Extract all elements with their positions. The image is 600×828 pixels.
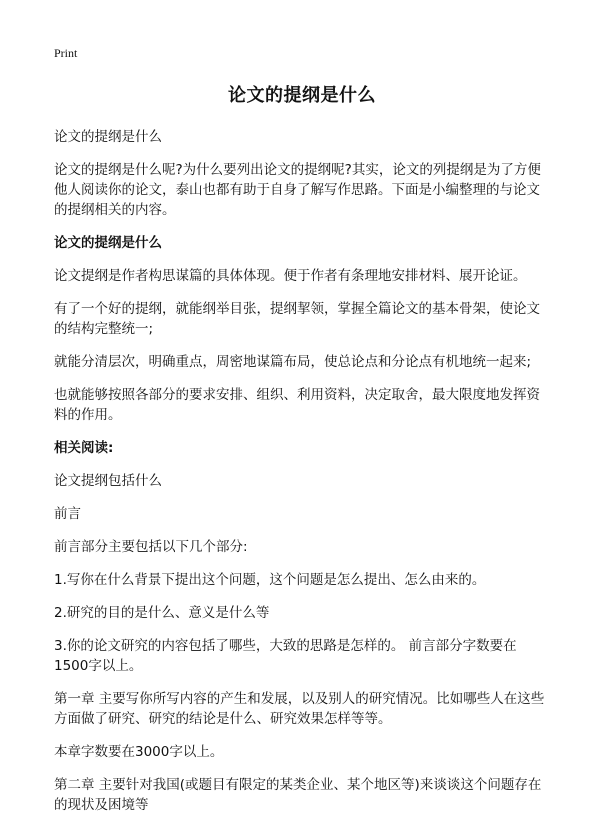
paragraph: 有了一个好的提纲，就能纲举目张，提纲挈领，掌握全篇论文的基本骨架，使论文的结构完整统一; xyxy=(54,301,540,337)
paragraph: 也就能够按照各部分的要求安排、组织、利用资料，决定取舍，最大限度地发挥资料的作用。 xyxy=(54,387,540,423)
document-title: 论文的提纲是什么 xyxy=(228,85,376,106)
paragraph: 就能分清层次，明确重点，周密地谋篇布局，使总论点和分论点有机地统一起来; xyxy=(54,354,532,370)
paragraph: 论文的提纲是什么 xyxy=(54,129,162,145)
paragraph: 前言 xyxy=(54,506,81,522)
paragraph: 论文提纲是作者构思谋篇的具体体现。便于作者有条理地安排材料、展开论证。 xyxy=(54,268,527,284)
print-label: Print xyxy=(54,46,78,60)
paragraph: 2.研究的目的是什么、意义是什么等 xyxy=(54,605,270,621)
section-heading: 论文的提纲是什么 xyxy=(54,235,162,251)
paragraph: 3.你的论文研究的内容包括了哪些，大致的思路是怎样的。 前言部分字数要在1500字以上。 xyxy=(54,638,517,674)
paragraph: 本章字数要在3000字以上。 xyxy=(54,744,224,760)
paragraph: 1.写你在什么背景下提出这个问题，这个问题是怎么提出、怎么由来的。 xyxy=(54,572,486,588)
paragraph: 第一章 主要写你所写内容的产生和发展，以及别人的研究情况。比如哪些人在这些方面做了研究、研究的结论是什么、研究效果怎样等等。 xyxy=(54,691,545,727)
paragraph: 论文提纲包括什么 xyxy=(54,473,162,489)
paragraph: 论文的提纲是什么呢?为什么要列出论文的提纲呢?其实，论文的列提纲是为了方便他人阅读你的论文，泰山也都有助于自身了解写作思路。下面是小编整理的与论文的提纲相关的内容。 xyxy=(54,162,541,218)
paragraph: 第二章 主要针对我国(或题目有限定的某类企业、某个地区等)来谈谈这个问题存在的现状及困境等 xyxy=(54,777,542,813)
section-heading: 相关阅读: xyxy=(54,440,114,456)
paragraph: 前言部分主要包括以下几个部分: xyxy=(54,539,248,555)
